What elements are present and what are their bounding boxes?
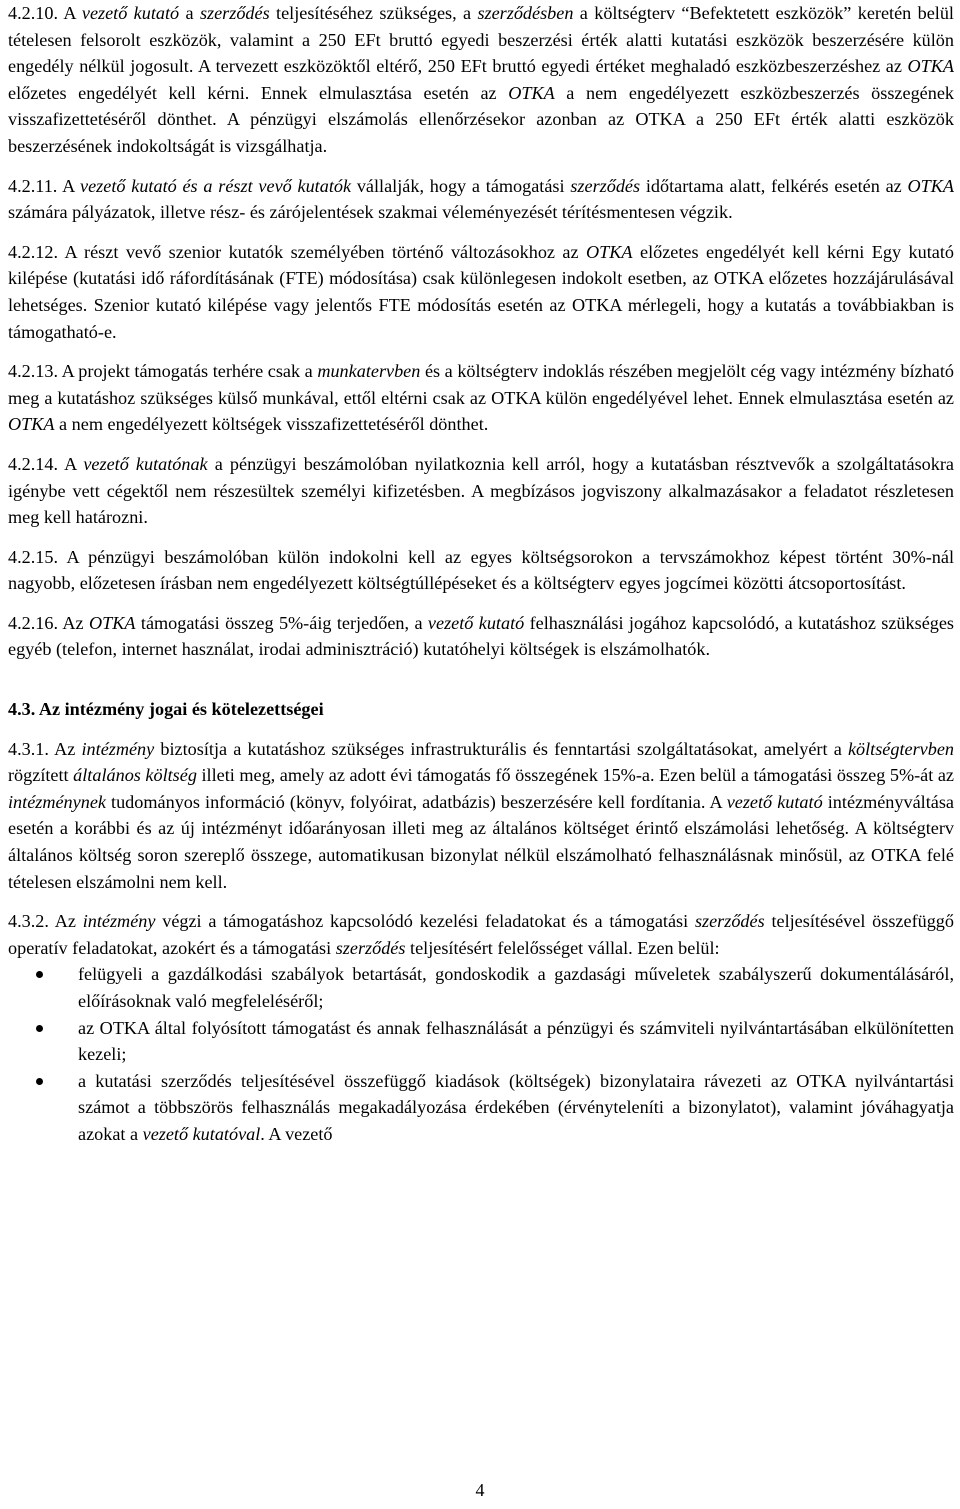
list-item: az OTKA által folyósított támogatást és annak felhasználását a pénzügyi és számviteli nyilvántartásában elkülönítetten kezeli; [8,1015,954,1068]
document-page [8,0,954,1148]
paragraph-4-2-11: 4.2.11. A vezető kutató és a részt vevő kutatók vállalják, hogy a támogatási szerződés időtartama alatt, felkérés esetén az OTKA számára pályázatok, illetve rész- és zárójelentések szakmai véleményezését térítésmentesen végzik. [8,175,954,223]
section-heading-4-3: 4.3. Az intézmény jogai és kötelezettségei [8,699,324,720]
paragraph-4-2-15: 4.2.15. A pénzügyi beszámolóban külön indokolni kell az egyes költségsorokon a tervszámokhoz képest történt 30%-nál nagyobb, előzetesen írásban nem engedélyezett költségtúllépéseket és a költségterv egyes jogcímei közötti átcsoportosítást. [8,546,954,594]
section-number: 4.2.12. [8,241,59,262]
paragraph-4-2-14: 4.2.14. A vezető kutatónak a pénzügyi beszámolóban nyilatkoznia kell arról, hogy a kutatásban résztvevők a szolgáltatásokra igénybe vett cégektől nem részesültek személyi kifizetésben. A megbízásos jogviszony alkalmazásakor a feladatot részletesen meg kell határozni. [8,453,954,528]
list-item: a kutatási szerződés teljesítésével összefüggő kiadások (költségek) bizonylataira rávezeti az OTKA nyilvántartási számot a többszörös felhasználás megakadályozása érdekében (érvényteleníti a bizonylatot), valamint jóváhagyatja azokat a vezető kutatóval. A vezető [8,1068,954,1148]
paragraph-4-2-16: 4.2.16. Az OTKA támogatási összeg 5%-áig terjedően, a vezető kutató felhasználási jogához kapcsolódó, a kutatáshoz szükséges egyéb (telefon, internet használat, irodai adminisztráció) kutatóhelyi költségek is elszámolhatók. [8,612,955,660]
paragraph-4-2-10: 4.2.10. A vezető kutató a szerződés teljesítéséhez szükséges, a szerződésben a költségterv “Befektetett eszközök” keretén belül tételesen felsorolt eszközök, valamint a 250 EFt bruttó egyedi beszerzési érték alatti kutatási eszközök beszerzésére külön engedély nélkül jogosult. A tervezett eszközöktől eltérő, 250 EFt bruttó egyedi értéket meghaladó eszközbeszerzéshez az OTKA előzetes engedélyét kell kérni. Ennek elmulasztása esetén az OTKA a nem engedélyezett eszközbeszerzés összegének visszafizettetéséről dönthet. A pénzügyi elszámolás ellenőrzésekor azonban az OTKA a 250 EFt érték alatti eszközök beszerzésének indokoltságát is vizsgálhatja. [8,3,954,156]
section-number: 4.3.2. [8,911,49,932]
page-number: 4 [475,1480,485,1500]
section-number: 4.3.1. [8,738,49,759]
paragraph-4-3-1: 4.3.1. Az intézmény biztosítja a kutatáshoz szükséges infrastrukturális és fenntartási szolgáltatásokat, amelyért a költségtervben rögzített általános költség illeti meg, amely az adott évi támogatás fő összegének 15%-a. Ezen belül a támogatási összeg 5%-át az intézménynek tudományos információ (könyv, folyóirat, adatbázis) beszerzésére kell fordítania. A vezető kutató intézményváltása esetén a korábbi és az új intézményt időarányosan illeti meg az általános költséget érintő elszámolási lehetőség. A költségterv általános költség soron szereplő összege, automatikusan bizonylat nélkül elszámolható felhasználásnak minősül, az OTKA felé tételesen elszámolni nem kell. [8,738,955,892]
section-number: 4.2.16. [8,612,59,633]
paragraph-4-2-12: 4.2.12. A részt vevő szenior kutatók személyében történő változásokhoz az OTKA előzetes engedélyét kell kérni Egy kutató kilépése (kutatási idő ráfordításának (FTE) módosítása) csak különlegesen indokolt esetben, az OTKA előzetes hozzájárulásával lehetséges. Szenior kutató kilépése vagy jelentős FTE módosítás esetén az OTKA mérlegeli, hogy a kutatás a továbbiakban is támogatható-e. [8,241,954,342]
section-number: 4.2.14. [8,453,59,474]
section-number: 4.2.10. [8,3,59,23]
paragraph-4-2-13: 4.2.13. A projekt támogatás terhére csak a munkatervben és a költségterv indoklás részében megjelölt cég vagy intézmény bízható meg a kutatáshoz szükséges külső munkával, ettől eltérni csak az OTKA külön engedélyével lehet. Ennek elmulasztása esetén az OTKA a nem engedélyezett költségek visszafizettetéséről dönthet. [8,361,954,435]
list-item: felügyeli a gazdálkodási szabályok betartását, gondoskodik a gazdasági műveletek szabályszerű dokumentálásáról, előírásoknak való megfeleléséről; [8,961,954,1014]
bullet-icon [36,1078,43,1085]
paragraph-4-3-2: 4.3.2. Az intézmény végzi a támogatáshoz kapcsolódó kezelési feladatokat és a támogatási szerződés teljesítésével összefüggő operatív feladatokat, azokért és a támogatási szerződés teljesítésért felelősséget vállal. Ezen belül: [8,911,954,958]
bullet-icon [36,1025,43,1032]
section-number: 4.2.11. [8,175,58,196]
section-number: 4.2.13. [8,361,59,382]
section-number: 4.2.15. [8,546,59,567]
bullet-list [8,961,954,1147]
bullet-icon [36,971,43,978]
